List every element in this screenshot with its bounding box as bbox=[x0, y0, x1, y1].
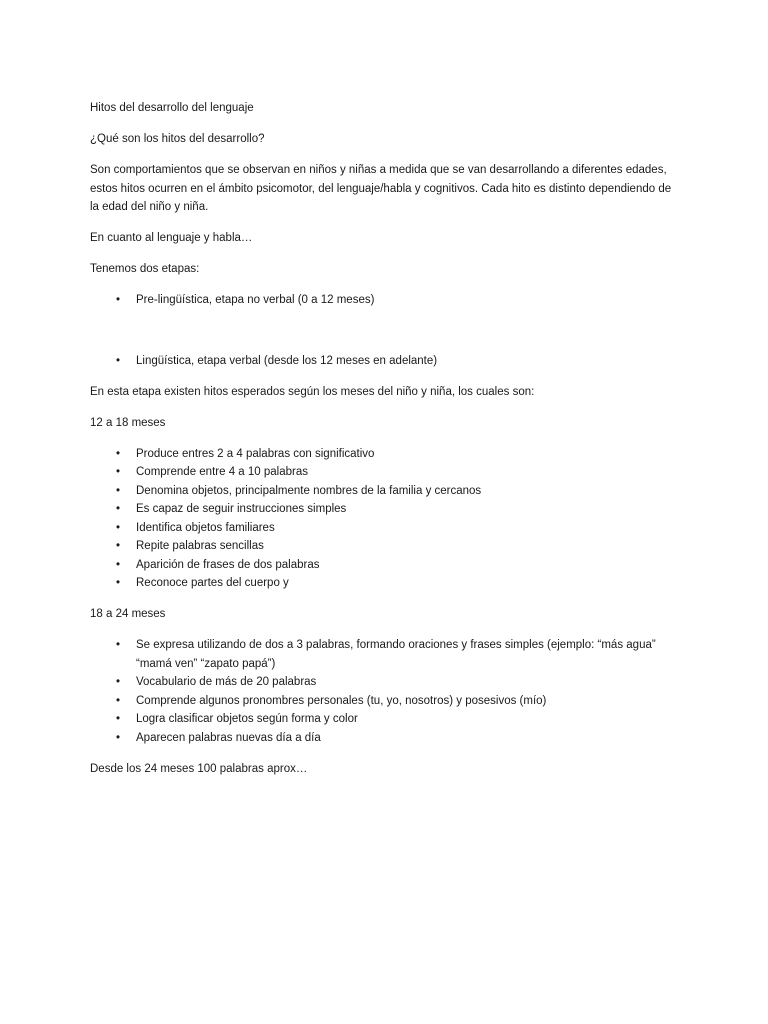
list-item-text: Pre-lingüística, etapa no verbal (0 a 12 meses) bbox=[136, 294, 375, 306]
list-item-text: Se expresa utilizando de dos a 3 palabras, formando oraciones y frases simples (ejemplo: “más agua” “mamá ven” “zapato papá”) bbox=[136, 639, 656, 670]
list-item bbox=[90, 482, 680, 501]
list-item bbox=[90, 500, 680, 519]
bullet-icon: • bbox=[115, 676, 121, 688]
bullet-icon: • bbox=[115, 639, 121, 651]
bullet-icon: • bbox=[115, 447, 121, 460]
language-intro: En cuanto al lenguaje y habla… bbox=[90, 232, 253, 244]
list-item bbox=[90, 673, 680, 692]
milestones-intro: En esta etapa existen hitos esperados según los meses del niño y niña, los cuales son: bbox=[90, 385, 535, 398]
list-item-text: Es capaz de seguir instrucciones simples bbox=[136, 503, 347, 515]
list-item bbox=[90, 574, 680, 593]
bullet-icon: • bbox=[115, 354, 121, 367]
list-item-text: Aparecen palabras nuevas día a día bbox=[136, 731, 321, 744]
list-item bbox=[90, 519, 680, 538]
bullet-icon: • bbox=[115, 713, 121, 725]
list-item-text: Reconoce partes del cuerpo y bbox=[136, 577, 289, 589]
bullet-icon: • bbox=[115, 731, 121, 744]
list-item-text: Comprende entre 4 a 10 palabras bbox=[136, 466, 308, 478]
list-item bbox=[90, 537, 680, 556]
list-item bbox=[90, 556, 680, 575]
list-item bbox=[90, 445, 680, 464]
list-item bbox=[90, 463, 680, 482]
list-item-text: Produce entres 2 a 4 palabras con significativo bbox=[136, 447, 375, 460]
bullet-icon: • bbox=[115, 694, 121, 707]
bullet-icon: • bbox=[115, 577, 121, 589]
list-item bbox=[90, 729, 680, 748]
definition-paragraph: Son comportamientos que se observan en niños y niñas a medida que se van desarrollando a diferentes edades, estos hitos ocurren en el ámbito psicomotor, del lenguaje/habla y cognitivos. Cada hito es distinto dependiendo de la edad del niño y niña. bbox=[90, 164, 672, 213]
bullet-icon: • bbox=[115, 521, 121, 534]
list-item-text: Lingüística, etapa verbal (desde los 12 meses en adelante) bbox=[136, 354, 438, 367]
stages-list bbox=[90, 291, 680, 370]
document-page bbox=[90, 99, 680, 791]
list-item bbox=[90, 692, 680, 711]
list-item bbox=[90, 291, 680, 310]
list-item-text: Aparición de frases de dos palabras bbox=[136, 558, 320, 571]
bullet-icon: • bbox=[115, 558, 121, 571]
question-heading: ¿Qué son los hitos del desarrollo? bbox=[90, 133, 265, 145]
list-item-text: Vocabulario de más de 20 palabras bbox=[136, 676, 317, 688]
list-item-text: Logra clasificar objetos según forma y color bbox=[136, 713, 358, 725]
list-item-text: Denomina objetos, principalmente nombres de la familia y cercanos bbox=[136, 484, 482, 497]
list-item-text: Comprende algunos pronombres personales (tu, yo, nosotros) y posesivos (mío) bbox=[136, 694, 547, 707]
milestones-list-12-18 bbox=[90, 445, 680, 593]
bullet-icon: • bbox=[115, 540, 121, 552]
stages-intro: Tenemos dos etapas: bbox=[90, 263, 200, 275]
list-item bbox=[90, 352, 680, 371]
list-item-text: Identifica objetos familiares bbox=[136, 521, 275, 534]
list-item-text: Repite palabras sencillas bbox=[136, 540, 264, 552]
bullet-icon: • bbox=[115, 484, 121, 497]
bullet-icon: • bbox=[115, 466, 121, 478]
list-item bbox=[90, 636, 680, 673]
document-title: Hitos del desarrollo del lenguaje bbox=[90, 102, 254, 114]
list-item bbox=[90, 710, 680, 729]
bullet-icon: • bbox=[115, 294, 121, 306]
group-heading-12-18: 12 a 18 meses bbox=[90, 416, 166, 429]
milestones-list-18-24 bbox=[90, 636, 680, 747]
bullet-icon: • bbox=[115, 503, 121, 515]
closing-paragraph: Desde los 24 meses 100 palabras aprox… bbox=[90, 762, 308, 775]
group-heading-18-24: 18 a 24 meses bbox=[90, 608, 166, 620]
